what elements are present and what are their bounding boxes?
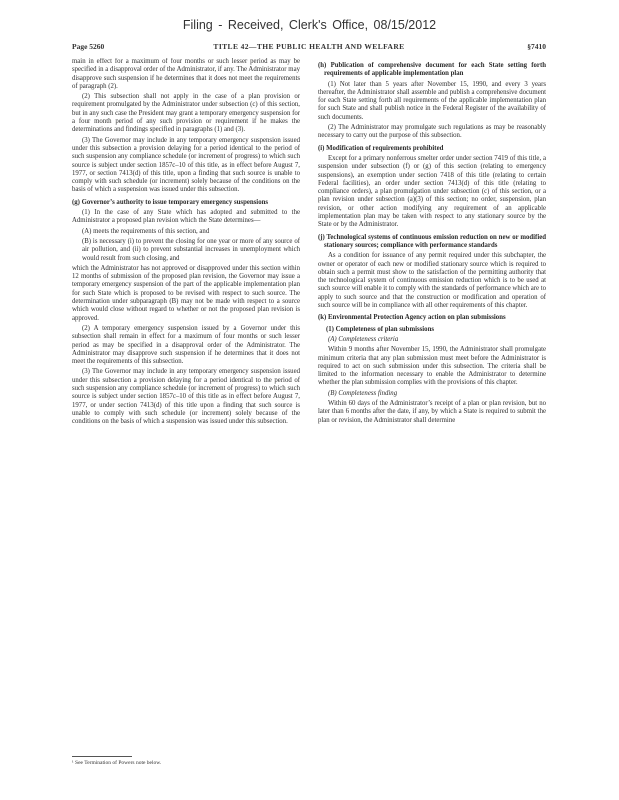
paragraph: (2) This subsection shall not apply in the case of a plan provision or requirement promulgated by the Administrator under subsection (c) of this section, but in any such case the President may grant a temporary emergency suspension for a four month period of any such provision or requirement if he makes the determinations and findings specified in paragraphs (1) and (3). (72, 93, 300, 134)
right-column (318, 58, 546, 748)
paragraph: (A) meets the requirements of this section, and (82, 227, 210, 235)
footnote-rule (72, 756, 132, 757)
section-heading: (j) Technological systems of continuous emission reduction on new or modified stationary sources; compliance with performance standards (318, 233, 546, 249)
paragraph: (1) In the case of any State which has adopted and submitted to the Administrator a proposed plan revision which the State determines— (72, 209, 300, 225)
paragraph: Except for a primary nonferrous smelter order under section 7419 of this title, a suspension under subsection (f) or (g) of this section (relating to emergency suspensions), an exemption under section 7418 of this title (relating to certain Federal facilities), an order under section 7413(d) of this title (relating to compliance orders), a plan promulgation under subsection (c) of this section, or a plan revision under subsection (a)(3) of this section; no order, suspension, plan revision, or other action modifying any requirement of an applicable implementation plan may be taken with respect to any stationary source by the State or by the Administrator. (318, 154, 546, 229)
running-head (72, 42, 546, 54)
paragraph: (B) is necessary (i) to prevent the closing for one year or more of any source of air pollution, and (ii) to prevent substantial increases in unemployment which would result from such closing, and (82, 237, 300, 262)
left-column (72, 58, 300, 748)
section-heading: (h) Publication of comprehensive document for each State setting forth requirements of applicable implementation plan (318, 62, 546, 78)
filing-stamp: Filing - Received, Clerk's Office, 08/15/2012 (182, 18, 437, 32)
paragraph: Within 9 months after November 15, 1990, the Administrator shall promulgate minimum criteria that any plan submission must meet before the Administrator is required to act on such submission under this subsection. The criteria shall be limited to the information necessary to enable the Administrator to determine whether the plan submission complies with the provisions of this chapter. (318, 346, 546, 387)
page-label: Page 5260 (72, 42, 105, 51)
paragraph: (2) A temporary emergency suspension issued by a Governor under this subsection shall remain in effect for a maximum of four months or such lesser period as may be specified in a disapproval order of the Administrator. The Administrator may disapprove such suspension if he determines that it does not meet the requirements of this subsection. (72, 324, 300, 366)
paragraph: (3) The Governor may include in any temporary emergency suspension issued under this subsection a provision delaying for a period identical to the period of such suspension any compliance schedule (or increment of progress) to which such source is subject under section 1857c–10 of this title, as in effect before August 7, 1977, or section 7413(d) of this title, upon a finding that such source is unable to comply with such schedule (or increment) solely because of the conditions on the basis of which a suspension was issued under this subsection. (72, 136, 300, 194)
section-number: §7410 (527, 42, 546, 51)
paragraph: main in effect for a maximum of four months or such lesser period as may be specified in a disapproval order of the Administrator, if any. The Administrator may disapprove such suspension if he determines that it does not meet the requirements of paragraph (2). (72, 58, 300, 90)
paragraph: which the Administrator has not approved or disapproved under this section within 12 months of submission of the proposed plan revision, the Governor may issue a temporary emergency suspension of the part of the applicable implementation plan for such State which is proposed to be revised with respect to such source. The determination under subparagraph (B) may not be made with respect to a source which would close without regard to whether or not the proposed plan revision is approved. (72, 264, 300, 322)
paragraph: As a condition for issuance of any permit required under this subchapter, the owner or operator of each new or modified stationary source which is required to obtain such a permit must show to the satisfaction of the permitting authority that the technological system of continuous emission reduction which is to be used at such source will enable it to comply with the standards of performance which are to apply to such source and that the construction or modification and operation of such source will be in compliance with all other requirements of this chapter. (318, 252, 546, 310)
paragraph: (1) Not later than 5 years after November 15, 1990, and every 3 years thereafter, the Administrator shall assemble and publish a comprehensive document for each State setting forth all requirements of the applicable implementation plan for such State and shall publish notice in the Federal Register of the availability of such documents. (318, 80, 546, 121)
paragraph: (3) The Governor may include in any temporary emergency suspension issued under this subsection a provision delaying for a period identical to the period of such suspension any compliance schedule (or increment of progress) to which such source is subject under section 1857c–10 of this title as in effect before August 7, 1977, or under section 7413(d) of this title upon a finding that such source is unable to comply with such schedule (or increment) solely because of the conditions on the basis of which a suspension was issued under this subsection. (72, 368, 300, 426)
section-heading: (1) Completeness of plan submissions (326, 325, 435, 333)
section-heading: (g) Governor’s authority to issue temporary emergency suspensions (72, 198, 269, 206)
section-heading: (k) Environmental Protection Agency action on plan submissions (318, 314, 506, 322)
title-heading: TITLE 42—THE PUBLIC HEALTH AND WELFARE (213, 42, 405, 51)
paragraph: Within 60 days of the Administrator’s receipt of a plan or plan revision, but no later than 6 months after the date, if any, by which a State is required to submit the plan or revision, the Administrator shall determine (318, 399, 546, 424)
section-heading: (B) Completeness finding (328, 389, 398, 397)
paragraph: (2) The Administrator may promulgate such regulations as may be reasonably necessary to carry out the purpose of this subsection. (318, 124, 546, 140)
section-heading: (A) Completeness criteria (328, 335, 399, 343)
section-heading: (i) Modification of requirements prohibited (318, 144, 444, 152)
footnote: ¹ See Termination of Powers note below. (72, 760, 162, 766)
